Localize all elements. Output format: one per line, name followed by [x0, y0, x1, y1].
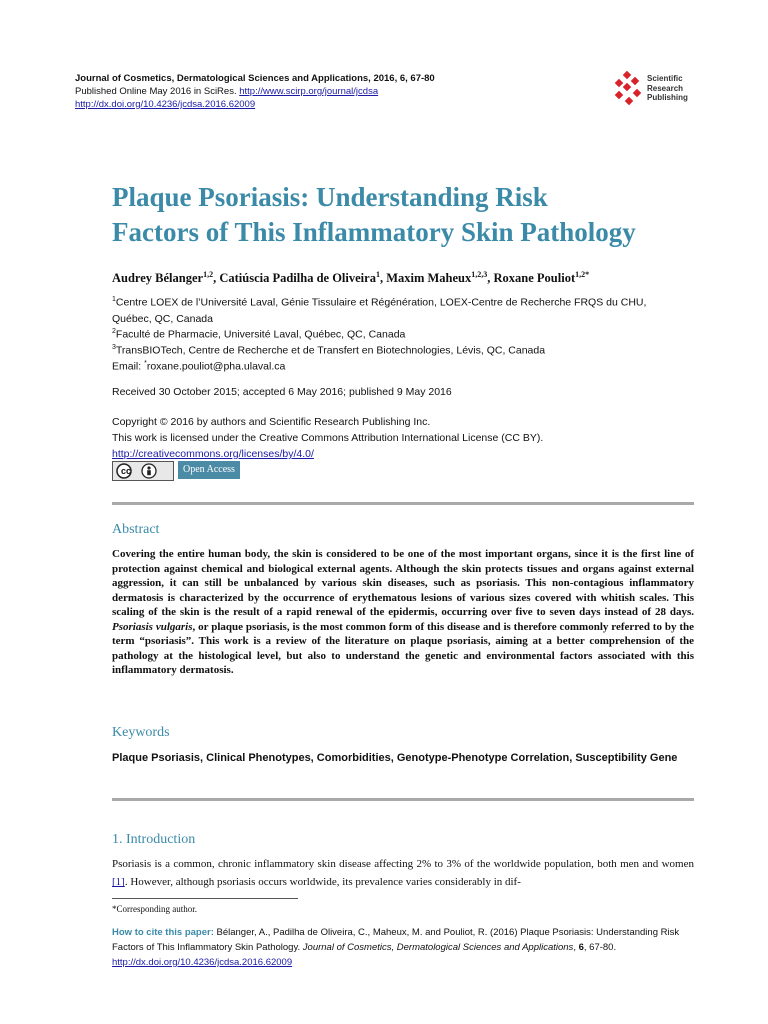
footnote: *Corresponding author.: [112, 904, 197, 914]
reference-link[interactable]: [1]: [112, 876, 125, 888]
abstract-heading: Abstract: [112, 522, 160, 537]
email-address[interactable]: roxane.pouliot@pha.ulaval.ca: [146, 360, 286, 373]
author-name: Roxane Pouliot: [493, 271, 576, 286]
author-name: Audrey Bélanger: [112, 271, 204, 286]
affiliation-2: $^2$Faculté de Pharmacie, Université Laval, Québec, QC, Canada: [112, 328, 406, 341]
author-name: Catiúscia Padilha de Oliveira: [219, 271, 376, 286]
doi-link[interactable]: http://dx.doi.org/10.4236/jcdsa.2016.62009: [75, 99, 256, 110]
cc-license-badge[interactable]: [112, 461, 174, 481]
publisher-logo-mark-icon: [612, 70, 646, 110]
author-affiliation-sup: 1: [375, 270, 380, 279]
how-to-cite-label: How to cite this paper:: [112, 927, 214, 938]
license-link[interactable]: http://creativecommons.org/licenses/by/4.0/: [112, 448, 314, 460]
section-divider: [112, 798, 694, 801]
author-affiliation-sup: 1,2,3: [471, 270, 488, 279]
keywords-text: Plaque Psoriasis, Clinical Phenotypes, Comorbidities, Genotype-Phenotype Correlation, Susceptibility Gene: [112, 752, 678, 764]
footnote-rule: [112, 898, 298, 899]
author-affiliation-sup: 1,2: [203, 270, 214, 279]
journal-header: [75, 72, 435, 111]
introduction-text: Psoriasis is a common, chronic inflammatory skin disease affecting 2% to 3% of the worldwide population, both men and women [1]. However, although psoriasis occurs worldwide, its prevalence varies considerably in dif-: [112, 858, 694, 888]
affiliation-3: $^3$TransBIOTech, Centre de Recherche et de Transfert en Biotechnologies, Lévis, QC, Canada: [112, 344, 546, 357]
open-access-badge[interactable]: Open Access: [178, 461, 240, 479]
affiliation-1: $^1$Centre LOEX de l’Université Laval, Génie Tissulaire et Régénération, LOEX-Centre de Recherche FRQS du CHU, Québec, QC, Canada: [112, 296, 647, 325]
author-list: Audrey Bélanger$^{1,2}$, Catiúscia Padilha de Oliveira$^1$, Maxim Maheux$^{1,2,3}$, Roxane Pouliot$^{1,2*}$: [112, 270, 590, 286]
publisher-logo: [612, 70, 702, 112]
abstract-text: Covering the entire human body, the skin is considered to be one of the most important organs, since it is the first line of protection against chemical and biological external agents. Although the skin protects tissues and organs against external aggression, it can still be unbalanced by various skin diseases, such as psoriasis. This non-contagious inflammatory dermatosis is characterized by the occurrence of erythematous lesions of various sizes covered with whitish scales. This scaling of the skin is the result of a rapid renewal of the epidermis, occurring over five to seven days instead of 28 days. Psoriasis vulgaris, or plaque psoriasis, is the most common form of this disease and is therefore commonly referred to by the term “psoriasis”. This work is a review of the literature on plaque psoriasis, aiming at a better comprehension of the pathology at the histological level, but also to understand the genetic and environmental factors associated with this inflammatory dermatosis.: [112, 548, 694, 676]
cc-badge-text: cc: [120, 466, 131, 476]
publisher-logo-text: Scientific Research Publishing: [647, 74, 688, 102]
received-dates: Received 30 October 2015; accepted 6 May 2016; published 9 May 2016: [112, 386, 452, 398]
citation-doi-link[interactable]: http://dx.doi.org/10.4236/jcdsa.2016.62009: [112, 957, 293, 968]
published-line: [75, 85, 435, 98]
introduction-heading: 1. Introduction: [112, 832, 196, 847]
copyright-block: Copyright © 2016 by authors and Scientific Research Publishing Inc. This work is licensed under the Creative Commons Attribution International License (CC BY). http://creativecommons.org/licenses/by/4.0/: [112, 416, 544, 460]
author-affiliation-sup: 1,2*: [575, 270, 590, 279]
attribution-person-icon: [141, 463, 157, 479]
section-divider: [112, 502, 694, 505]
email-line: Email: *roxane.pouliot@pha.ulaval.ca: [112, 360, 286, 373]
author-name: Maxim Maheux: [386, 271, 472, 286]
paper-title: Plaque Psoriasis: Understanding Risk Factors of This Inflammatory Skin Pathology: [112, 182, 636, 247]
journal-line: Journal of Cosmetics, Dermatological Sciences and Applications, 2016, 6, 67-80: [75, 73, 435, 84]
keywords-heading: Keywords: [112, 725, 170, 740]
how-to-cite: How to cite this paper: Bélanger, A., Padilha de Oliveira, C., Maheux, M. and Pouliot, R. (2016) Plaque Psoriasis: Understanding Risk Factors of This Inflammatory Skin Pathology. Journal of Cosmetics, Dermatological Sciences and Applications, 6, 67-80. http://dx.doi.org/10.4236/jcdsa.2016.62009: [112, 927, 680, 968]
journal-url-link[interactable]: http://www.scirp.org/journal/jcdsa: [239, 86, 379, 97]
published-prefix: Published Online May 2016 in SciRes.: [75, 86, 237, 97]
